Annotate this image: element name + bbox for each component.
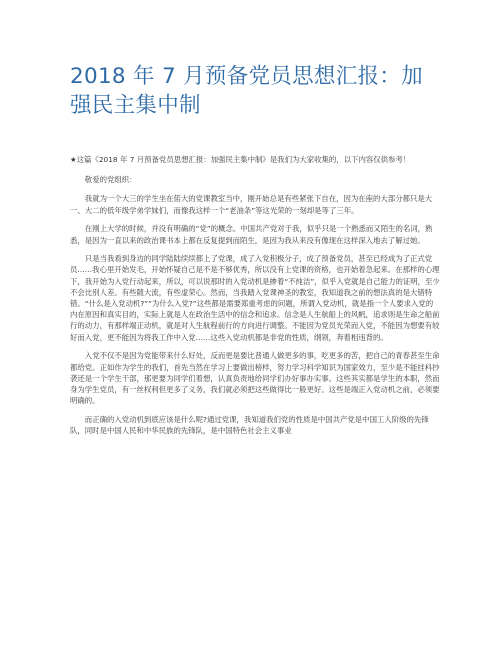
star-icon: ★ [70,155,77,164]
paragraph: 在刚上大学的时候，并没有明确的“党”的概念。中国共产党对于我，似乎只是一个熟悉而又陌生的名词，熟悉，是因为一直以来的政治课书本上都在反复提到而陌生，是因为我从来没有像现在这样深入地去了解过她。 [70,224,433,245]
greeting: 敬爱的党组织： [84,175,137,185]
paragraph: 我就为一个大三的学生坐在偌大的党课教室当中，刚开始总是有些紧张下自在，因为在座的大部分都只是大一、大二的低年级学弟学妹们，而像我这样一个“老油条”等这光荣的一刻却是等了三年。 [70,194,433,215]
document-title: 2018 年 7 月预备党员思想汇报：加强民主集中制 [70,64,423,118]
intro-text: 这篇《2018 年 7 月预备党员思想汇报：加强民主集中制》是我们为大家收集的，以下内容仅供参考！ [76,155,411,164]
intro-line [70,154,440,165]
paragraph: 只是当我看到身边的同学陆陆续续都上了党课，成了入党积极分子，成了预备党员，甚至已经成为了正式党员……我心里开始发毛，开始怀疑自己是不是不够优秀，所以没有上党课的资格，也开始着急起来。在那样的心理下，我开始为入党行动起来，所以，可以说那时的入党动机是掺着“不纯洁”，似乎入党就是自己能力的证明，至少不会比别人差。有些随大流，有些虚荣心。然而，当我踏入党课神圣的教室，我知道我之前的想法真的是大错特错。“什么是入党动机?”“为什么入党?”这些都是需要郑重考虑的问题，所谓入党动机，就是指一个人要求入党的内在原因和真实目的，实际上就是人在政治生活中的信念和追求。信念是人生航船上的风帆，追求则是生命之船前行的动力，有那样端正动机，就是对人生航程前行的方向进行调整。不能因为党员光荣而入党，不能因为想要有较好而入党，更不能因为将我工作中入党……这些入党动机都是非党的性质，纲领，奔着相违背的。 [70,254,440,342]
paragraph: 而正确的入党动机到底应该是什么呢?通过党课，我知道我们党的性质是中国共产党是中国工人阶级的先锋队，同时是中国人民和中华民族的先锋队，是中国特色社会主义事业 [70,414,429,436]
paragraph: 入党不仅不是因为党能带来什么好处，反而更是要比普通人做更多的事，吃更多的苦，把自己的青春甚至生命都给党。正如作为学生的我们，首先当然在学习上要做出榜样，努力学习科学知识为国家效力，至少是不能挂科抄袭还是一个学生干部，那更要为同学们着想，认真负责地给同学们办好事办实事。这些其实都是学生的本职，然而身为学生党员，有一丝权利但更多了义务，我们就必须把这些做得比一般更好。这些是端正入党动机之前，必须要明确的。 [70,351,440,406]
document-body [70,154,440,444]
